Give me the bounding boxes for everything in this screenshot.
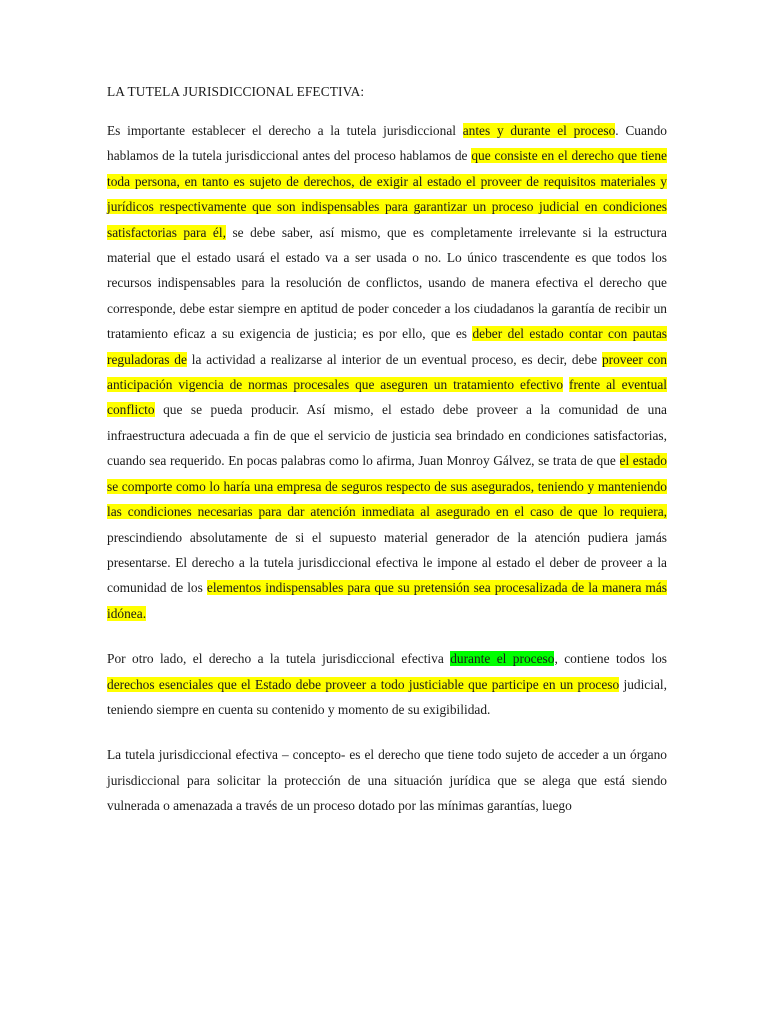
text-run: judicial, teniendo siempre en cuenta su contenido y momento de su exigibilidad. [107,676,667,717]
highlighted-text: que consiste en el derecho que tiene toda persona, en tanto es sujeto de derechos, de exigir al estado el proveer de requisitos materiales y jurídicos respectivamente que son indispensables para garantizar un proceso judicial en condiciones satisfactorias para él, [107,148,667,240]
document-body [107,84,667,839]
paragraph-list [107,118,667,819]
highlighted-text: el estado se comporte como lo haría una empresa de seguros respecto de sus asegurados, teniendo y manteniendo las condiciones necesarias para dar atención inmediata al asegurado en el caso de que lo requiera, [107,453,667,520]
paragraph [107,118,667,626]
highlighted-text: deber del estado contar con pautas reguladoras de [107,326,667,367]
highlighted-text: derechos esenciales que el Estado debe proveer a todo justiciable que participe en un proceso [107,676,620,692]
highlighted-text: frente al eventual conflicto [107,377,668,418]
text-run: . Cuando hablamos de la tutela jurisdiccional antes del proceso hablamos de [107,123,667,164]
text-run: prescindiendo absolutamente de si el supuesto material generador de la atención pudiera jamás presentarse. El derecho a la tutela jurisdiccional efectiva le impone al estado el deber de proveer a la comunidad de los [107,529,667,596]
highlighted-text: proveer con anticipación vigencia de normas procesales que aseguren un tratamiento efectivo [107,351,667,393]
text-run: , contiene todos los [554,651,667,667]
highlighted-text: elementos indispensables para que su pretensión sea procesalizada de la manera más idónea. [107,580,667,621]
highlighted-text-green: durante el proceso [450,651,555,667]
highlighted-text: antes y durante el proceso [462,123,616,138]
text-run: Es importante establecer el derecho a la tutela jurisdiccional [107,123,463,138]
text-run: se debe saber, así mismo, que es completamente irrelevante si la estructura material que el estado usará el estado va a ser usada o no. Lo único trascendente es que todos los recursos indispensables para la resolución de conflictos, usando de manera efectiva el derecho que corresponde, debe estar siempre en aptitud de poder conceder a los ciudadanos la garantía de recibir un tratamiento eficaz a su exigencia de justicia; es por ello, que es [107,224,667,342]
paragraph [107,646,667,722]
text-run: La tutela jurisdiccional efectiva – concepto- es el derecho que tiene todo sujeto de acceder a un órgano jurisdiccional para solicitar la protección de una situación jurídica que se alega que está siendo vulnerada o amenazada a través de un proceso dotado por las mínimas garantías, luego [107,747,667,814]
document-title: LA TUTELA JURISDICCIONAL EFECTIVA: [107,84,365,99]
paragraph [107,742,667,818]
text-run: Por otro lado, el derecho a la tutela jurisdiccional efectiva [107,651,451,667]
text-run: la actividad a realizarse al interior de un eventual proceso, es decir, debe [186,351,602,367]
text-run: que se pueda producir. Así mismo, el estado debe proveer a la comunidad de una infraestructura adecuada a fin de que el servicio de justicia sea brindado en condiciones satisfactorias, cuando sea requerido. En pocas palabras como lo afirma, Juan Monroy Gálvez, se trata de que [107,402,667,469]
